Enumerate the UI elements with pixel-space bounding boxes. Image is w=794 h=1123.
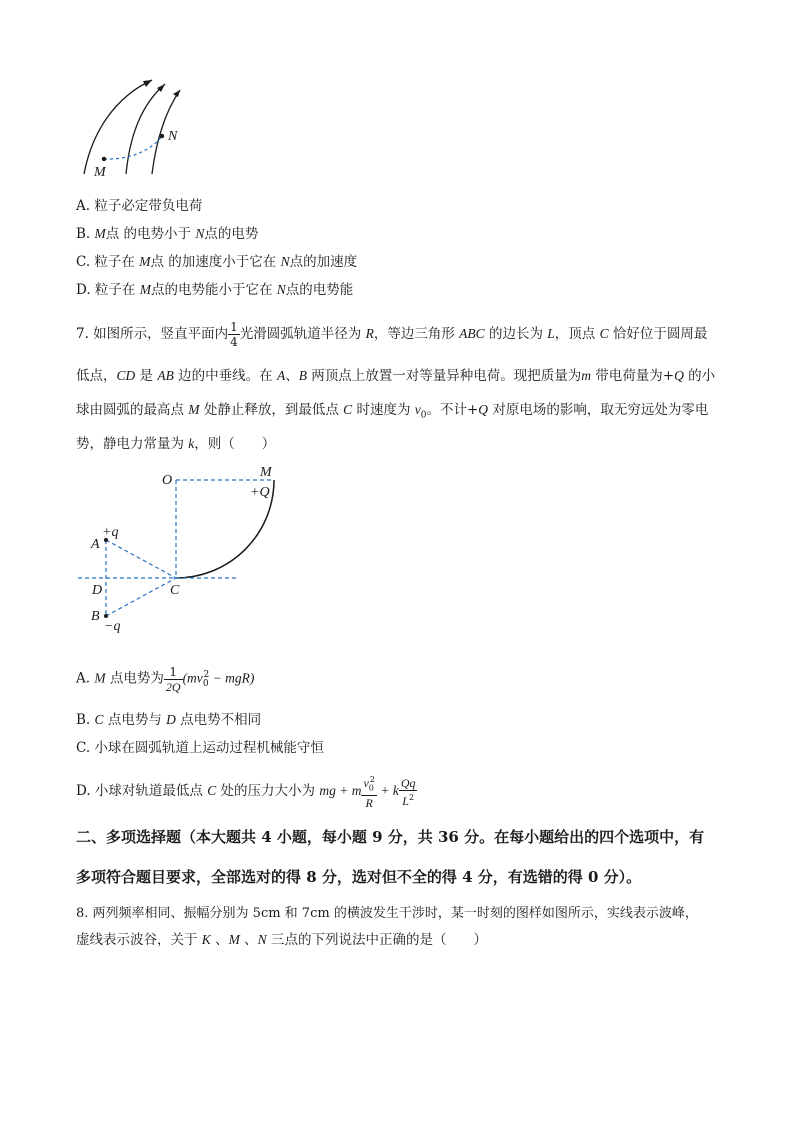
q7-line-2: 低点，CD 是 AB 边的中垂线。在 A、B 两顶点上放置一对等量异种电荷。现把质量为m 带电荷量为+Q 的小 [76, 368, 716, 384]
label-B: B [91, 609, 100, 624]
point-N [160, 134, 164, 138]
label-plus-Q: +Q [250, 485, 270, 500]
q7-option-d: D. 小球对轨道最低点 C 处的压力大小为 mg + m $\frac{v_0^2}{R}$ + k $\frac{Qq}{L^2}$ [76, 774, 416, 811]
q7-line-3: 球由圆弧的最高点 M 处静止释放，到最低点 C 时速度为 $v_0$。不计+Q 对原电场的影响，取无穷远处为零电 [76, 402, 709, 421]
arc-track-figure [70, 462, 290, 642]
quarter-fraction: $\frac{1}{4}$ [230, 320, 238, 349]
q8-line-1: 8. 两列频率相同、振幅分别为 5cm 和 7cm 的横波发生干涉时，某一时刻的图样如图所示，实线表示波峰， [76, 906, 698, 921]
label-A: A [91, 537, 100, 552]
q7-option-a: A. M 点电势为 $\frac{1}{2Q}$ $(mv_0^2 - mgR)$ [76, 664, 255, 694]
label-D: D [92, 583, 103, 598]
q6-option-b: B. M点 的电势小于 N点的电势 [76, 226, 259, 242]
side-BC [106, 578, 176, 616]
field-line-1-arrow [143, 80, 152, 87]
q6-option-d: D. 粒子在 M点的电势能小于它在 N点的电势能 [76, 282, 354, 298]
label-N: N [168, 129, 178, 144]
q6-option-c: C. 粒子在 M点 的加速度小于它在 N点的加速度 [76, 254, 358, 270]
charge-B-dot [104, 614, 108, 618]
q8-line-2: 虚线表示波谷，关于 K 、M 、N 三点的下列说法中正确的是（ ） [76, 932, 487, 948]
q7-line-4: 势，静电力常量为 k，则（ ） [76, 436, 276, 452]
section-2-heading-line-1: 二、多项选择题（本大题共 4 小题，每小题 9 分，共 36 分。在每小题给出的四个选项中，有 [76, 828, 705, 846]
field-line-1 [84, 80, 152, 174]
point-M [102, 157, 106, 161]
label-C: C [170, 583, 180, 598]
side-AC [106, 540, 176, 578]
q7-option-c: C. 小球在圆弧轨道上运动过程机械能守恒 [76, 740, 324, 756]
field-line-3-arrow [173, 90, 180, 97]
q7-option-b: B. C 点电势与 D 点电势不相同 [76, 712, 262, 728]
label-O: O [162, 473, 173, 488]
field-line-2 [126, 84, 165, 174]
label-M-top: M [260, 465, 272, 480]
field-line-figure [70, 72, 200, 182]
section-2-heading-line-2: 多项符合题目要求，全部选对的得 8 分，选对但不全的得 4 分，有选错的得 0 分）。 [76, 868, 642, 886]
label-plus-q: +q [102, 525, 119, 540]
q6-option-a: A. 粒子必定带负电荷 [76, 198, 203, 214]
option-a-fraction: $\frac{1}{2Q}$ [165, 664, 181, 694]
q7-line-1: 7. 如图所示，竖直平面内 $\frac{1}{4}$ 光滑圆弧轨道半径为 R，等边三角形 ABC 的边长为 L，顶点 C 恰好位于圆周最 [76, 320, 708, 349]
option-d-fraction-1: $\frac{v_0^2}{R}$ [363, 774, 375, 811]
label-M: M [94, 165, 106, 180]
label-minus-q: −q [104, 619, 121, 634]
option-d-fraction-2: $\frac{Qq}{L^2}$ [400, 775, 416, 808]
trajectory-dashed [104, 136, 162, 159]
